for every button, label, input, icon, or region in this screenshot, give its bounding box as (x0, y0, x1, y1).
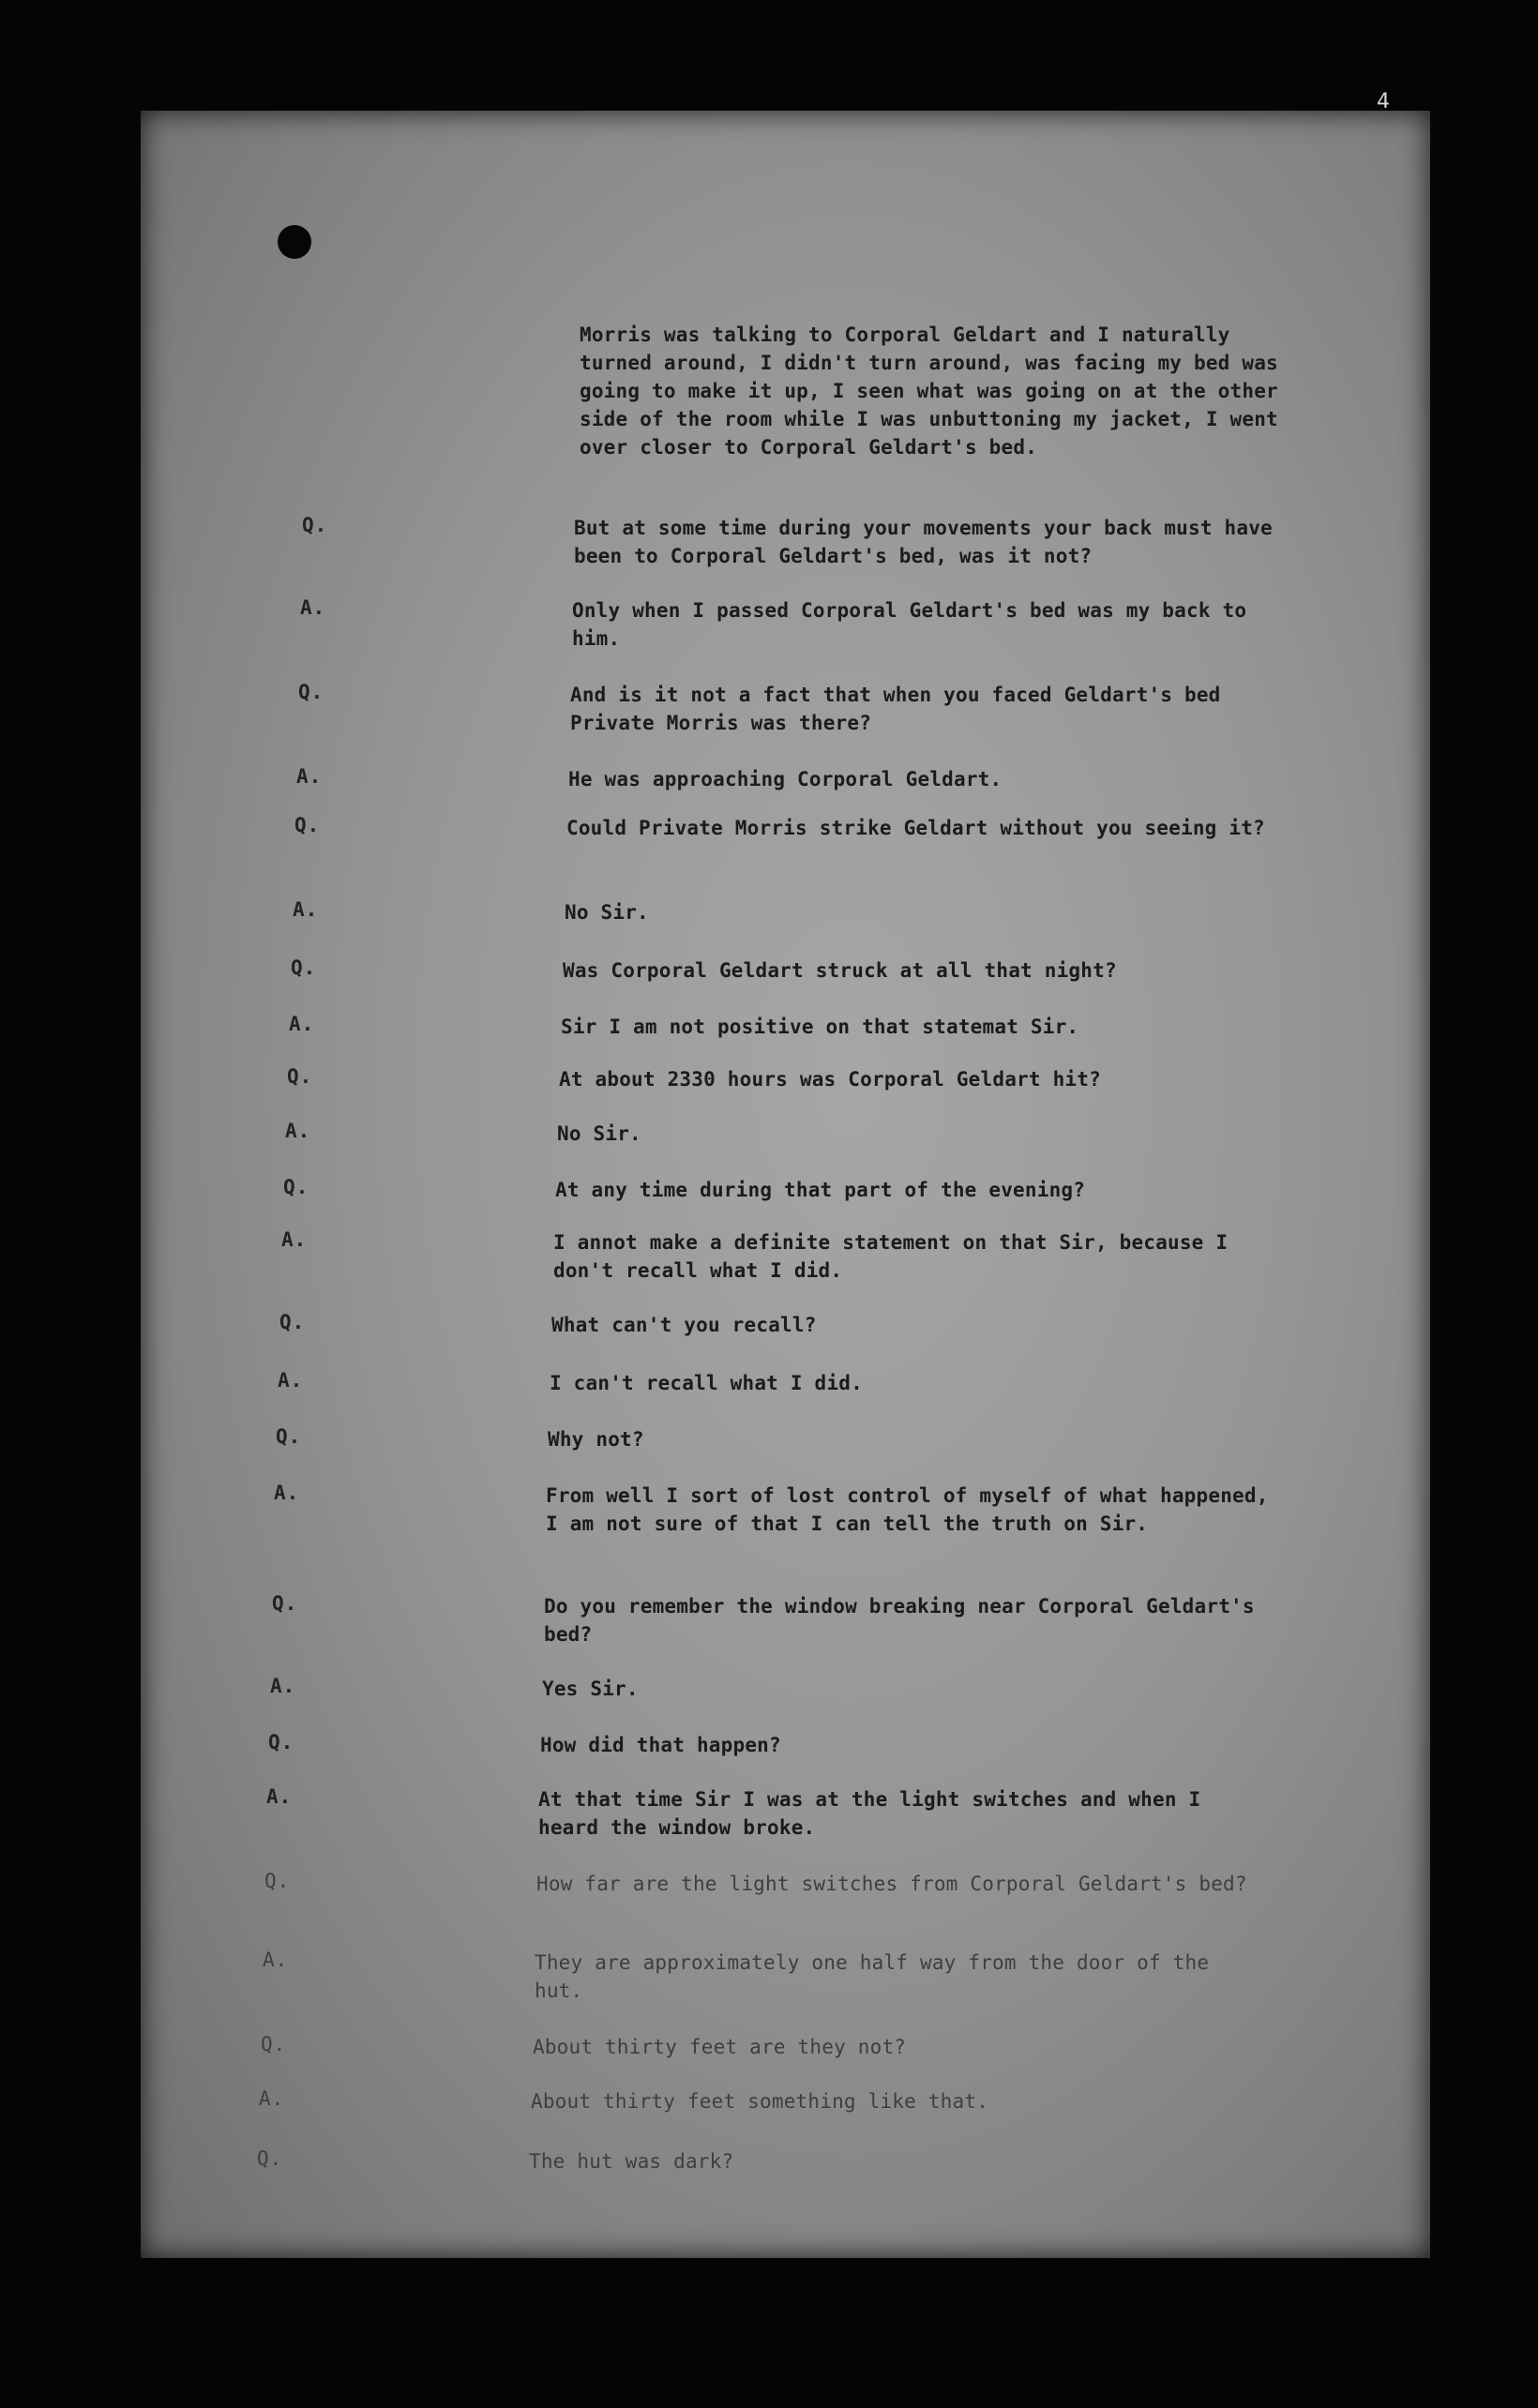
speaker-label: Q. (302, 514, 328, 536)
exchange-row (264, 1870, 1538, 1945)
exchange-text: What can't you recall? (551, 1314, 817, 1336)
exchange-row (272, 1592, 1538, 1667)
speaker-label: Q. (261, 2033, 287, 2055)
exchange-text: No Sir. (565, 901, 649, 924)
page-number-mark: 4 (1377, 90, 1390, 113)
exchange-row (266, 1785, 1538, 1860)
exchange-text: Only when I passed Corporal Geldart's bed was my back to him. (572, 599, 1247, 650)
speaker-label: Q. (257, 2147, 283, 2170)
exchange-text: Yes Sir. (542, 1678, 639, 1700)
speaker-label: Q. (279, 1311, 306, 1333)
exchange-text: About thirty feet are they not? (533, 2036, 907, 2058)
exchange-text: About thirty feet something like that. (531, 2090, 989, 2113)
speaker-label: Q. (272, 1592, 298, 1615)
exchange-text: How far are the light switches from Corporal Geldart's bed? (536, 1873, 1247, 1895)
continuation-paragraph (580, 321, 1538, 459)
exchange-text: At any time during that part of the evening? (555, 1179, 1086, 1201)
exchange-row (300, 596, 1538, 671)
exchange-row (281, 1228, 1538, 1303)
speaker-label: A. (278, 1369, 304, 1392)
exchange-text: At about 2330 hours was Corporal Geldart hit? (559, 1068, 1101, 1091)
speaker-label: A. (293, 898, 319, 921)
speaker-label: Q. (268, 1731, 294, 1753)
exchange-text: Do you remember the window breaking near Corporal Geldart's bed? (544, 1595, 1255, 1646)
exchange-text: How did that happen? (540, 1734, 781, 1756)
speaker-label: A. (263, 1949, 289, 1971)
exchange-text: The hut was dark? (529, 2150, 734, 2173)
speaker-label: A. (274, 1482, 300, 1504)
speaker-label: A. (266, 1785, 293, 1808)
speaker-label: A. (270, 1675, 296, 1697)
exchange-row (257, 2147, 1538, 2222)
exchange-text: They are approximately one half way from the door of the hut. (535, 1951, 1210, 2002)
speaker-label: A. (300, 596, 326, 619)
exchange-row (294, 814, 1538, 889)
speaker-label: Q. (298, 681, 324, 703)
continuation-text: Morris was talking to Corporal Geldart and I naturally turned around, I didn't turn around, was facing my bed was going to make it up, I seen what was going on at the other side of the room while I was unbuttoning my jacket, I went over closer to Corporal Geldart's bed. (580, 324, 1278, 459)
speaker-label: Q. (283, 1176, 309, 1198)
exchange-text: But at some time during your movements your back must have been to Corporal Geldart's bed, was it not? (574, 517, 1273, 567)
exchange-text: From well I sort of lost control of myself of what happened, I am not sure of that I can tell the truth on Sir. (546, 1484, 1269, 1535)
exchange-text: And is it not a fact that when you faced Geldart's bed Private Morris was there? (570, 684, 1221, 734)
speaker-label: A. (259, 2087, 285, 2110)
speaker-label: Q. (294, 814, 321, 836)
speaker-label: A. (289, 1013, 315, 1035)
exchange-text: Could Private Morris strike Geldart without you seeing it? (566, 817, 1265, 839)
exchange-text: He was approaching Corporal Geldart. (568, 768, 1003, 790)
exchange-text: Why not? (548, 1428, 644, 1451)
speaker-label: A. (281, 1228, 308, 1251)
exchange-text: Was Corporal Geldart struck at all that night? (563, 959, 1117, 982)
exchange-text: At that time Sir I was at the light switches and when I heard the window broke. (538, 1788, 1201, 1839)
exchange-row (302, 514, 1538, 589)
exchange-row (263, 1949, 1538, 2024)
speaker-label: A. (296, 765, 323, 788)
exchange-row (274, 1482, 1538, 1557)
exchange-row (298, 681, 1538, 756)
speaker-label: Q. (264, 1870, 291, 1892)
exchange-text: Sir I am not positive on that statemat Sir. (561, 1016, 1079, 1038)
exchange-text: I can't recall what I did. (550, 1372, 863, 1394)
speaker-label: Q. (276, 1425, 302, 1448)
exchange-text: No Sir. (557, 1122, 641, 1145)
speaker-label: Q. (291, 956, 317, 979)
speaker-label: A. (285, 1120, 311, 1142)
speaker-label: Q. (287, 1065, 313, 1088)
exchange-text: I annot make a definite statement on that Sir, because I don't recall what I did. (553, 1231, 1229, 1282)
